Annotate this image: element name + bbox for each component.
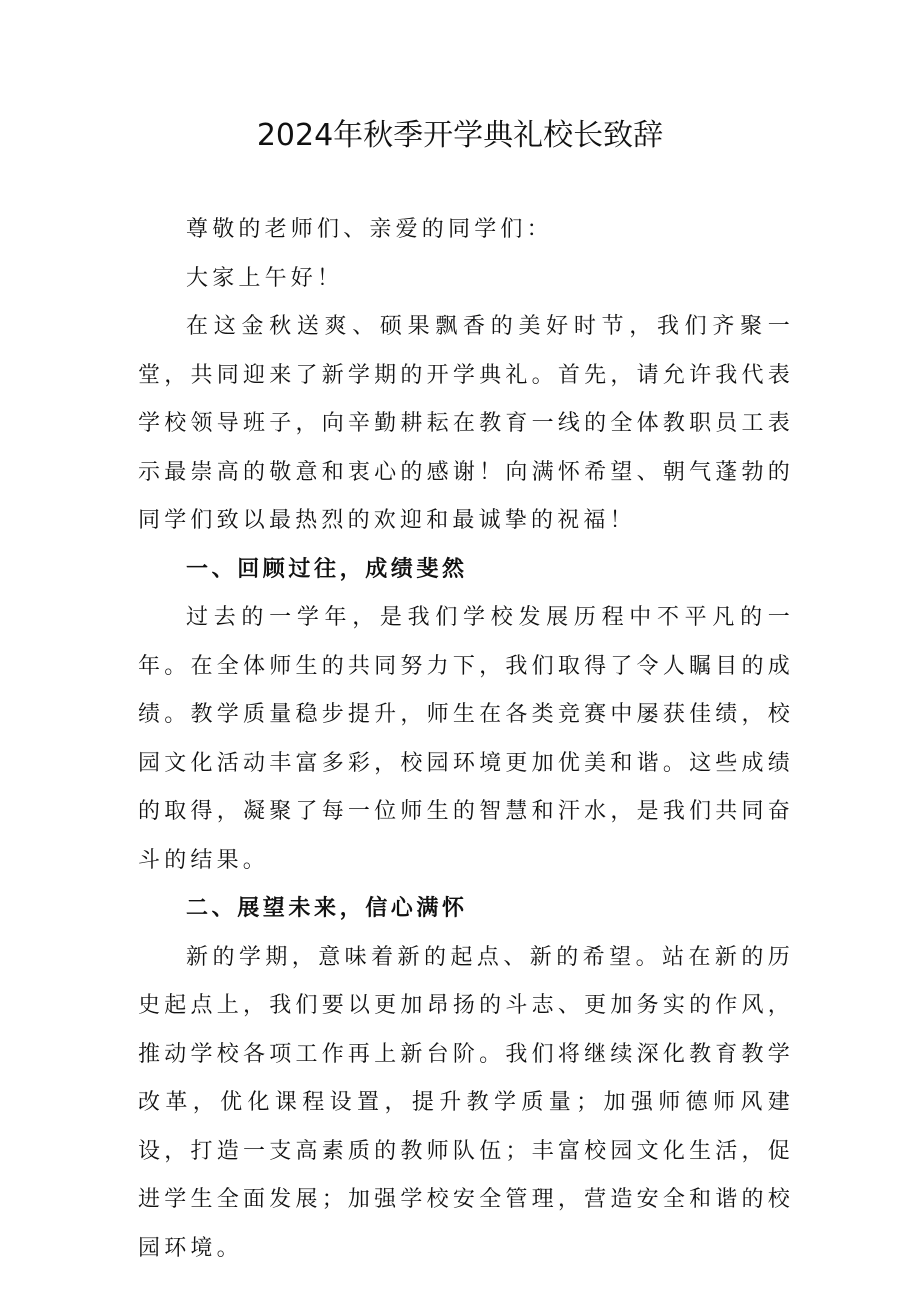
section-heading-2: 二、展望未来，信心满怀 xyxy=(186,896,468,921)
salutation: 尊敬的老师们、亲爱的同学们： xyxy=(186,217,553,242)
greeting: 大家上午好！ xyxy=(186,265,344,291)
section-paragraph-1: 过去的一学年，是我们学校发展历程中不平凡的一年。在全体师生的共同努力下，我们取得了令人瞩目的成绩。教学质量稳步提升，师生在各类竞赛中屡获佳绩，校园文化活动丰富多彩，校园环境更加优美和谐。这些成绩的取得，凝聚了每一位师生的智慧和汗水，是我们共同奋斗的结果。 xyxy=(138,605,794,873)
document-body xyxy=(138,206,794,1273)
section-heading-1: 一、回顾过往，成绩斐然 xyxy=(186,556,468,582)
intro-paragraph: 在这金秋送爽、硕果飘香的美好时节，我们齐聚一堂，共同迎来了新学期的开学典礼。首先，请允许我代表学校领导班子，向辛勤耕耘在教育一线的全体教职员工表示最崇高的敬意和衷心的感谢！向满怀希望、朝气蓬勃的同学们致以最热烈的欢迎和最诚挚的祝福！ xyxy=(138,314,794,533)
section-paragraph-2: 新的学期，意味着新的起点、新的希望。站在新的历史起点上，我们要以更加昂扬的斗志、更加务实的作风，推动学校各项工作再上新台阶。我们将继续深化教育教学改革，优化课程设置，提升教学质量；加强师德师风建设，打造一支高素质的教师队伍；丰富校园文化生活，促进学生全面发展；加强学校安全管理，营造安全和谐的校园环境。 xyxy=(138,944,794,1261)
document-title: 2024年秋季开学典礼校长致辞 xyxy=(256,118,664,153)
